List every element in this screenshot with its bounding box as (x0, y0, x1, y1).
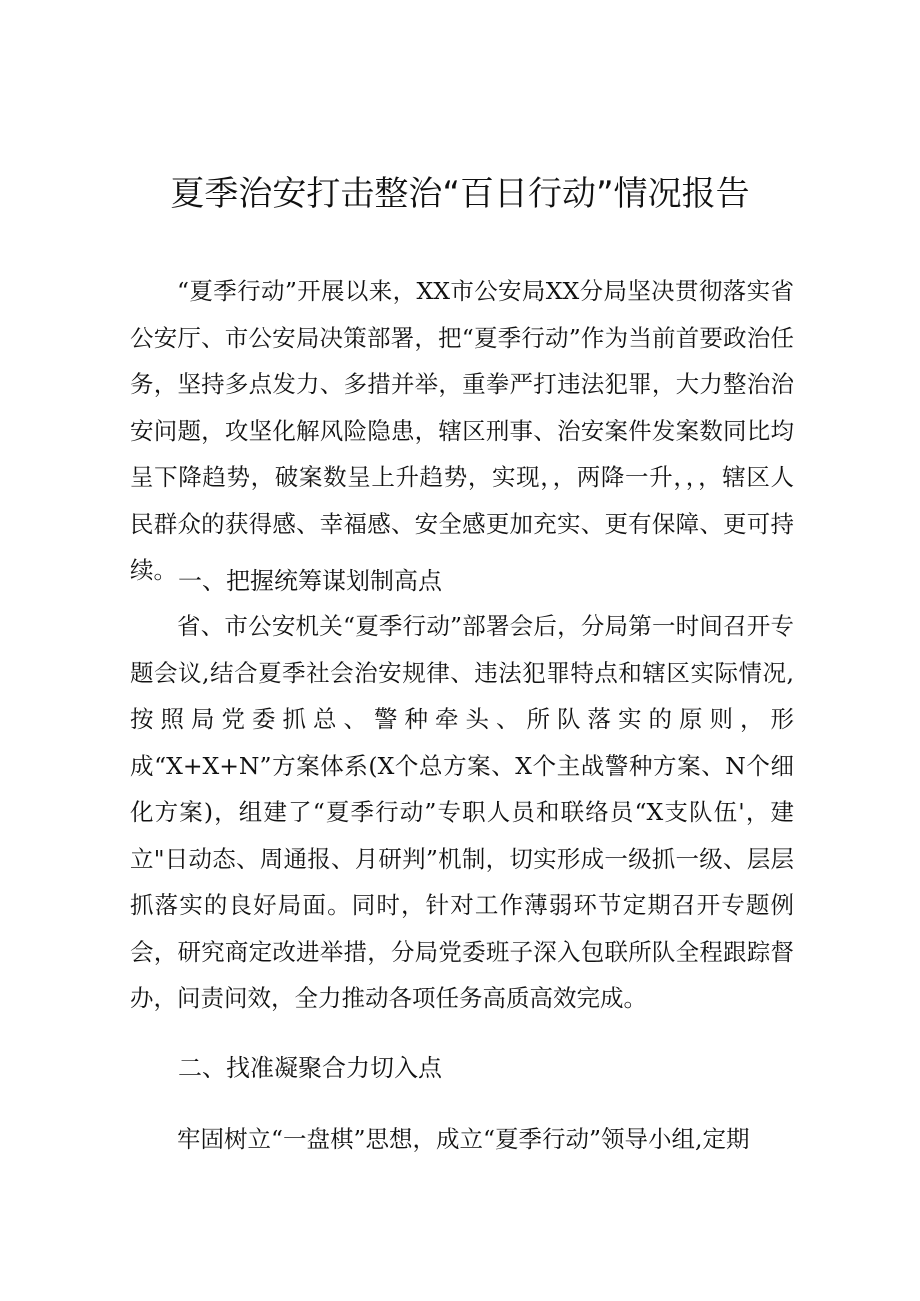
section-1-paragraph: 省、市公安机关“夏季行动”部署会后，分局第一时间召开专题会议,结合夏季社会治安规律、违法犯罪特点和辖区实际情况,按照局党委抓总、警种牵头、所队落实的原则，形成“X+X+N”方案体系(X个总方案、X个主战警种方案、N个细化方案)，组建了“夏季行动”专职人员和联络员“X支队伍'，建立"日动态、周通报、月研判”机制，切实形成一级抓一级、层层抓落实的良好局面。同时，针对工作薄弱环节定期召开专题例会，研究商定改进举措，分局党委班子深入包联所队全程跟踪督办，问责问效，全力推动各项任务高质高效完成。 (130, 612, 794, 1012)
document-title: 夏季治安打击整治“百日行动”情况报告 (170, 174, 750, 214)
intro-paragraph: “夏季行动”开展以来，XX市公安局XX分局坚决贯彻落实省公安厅、市公安局决策部署，把“夏季行动”作为当前首要政治任务，坚持多点发力、多措并举，重拳严打违法犯罪，大力整治治安问题，攻坚化解风险隐患，辖区刑事、治安案件发案数同比均呈下降趋势，破案数呈上升趋势，实现，，两降一升，，，辖区人民群众的获得感、幸福感、安全感更加充实、更有保障、更可持续。 (130, 277, 794, 584)
section-2-heading-block (130, 1045, 794, 1092)
intro-block (130, 268, 794, 594)
section-1-paragraph-block (130, 603, 794, 1022)
section-2-paragraph: 牢固树立“一盘棋”思想，成立“夏季行动”领导小组,定期 (177, 1125, 750, 1153)
section-2-heading: 二、找准凝聚合力切入点 (178, 1054, 442, 1082)
section-2-paragraph-block (130, 1116, 794, 1163)
section-1-heading: 一、把握统筹谋划制高点 (178, 567, 442, 595)
section-1-heading-block (130, 558, 794, 605)
